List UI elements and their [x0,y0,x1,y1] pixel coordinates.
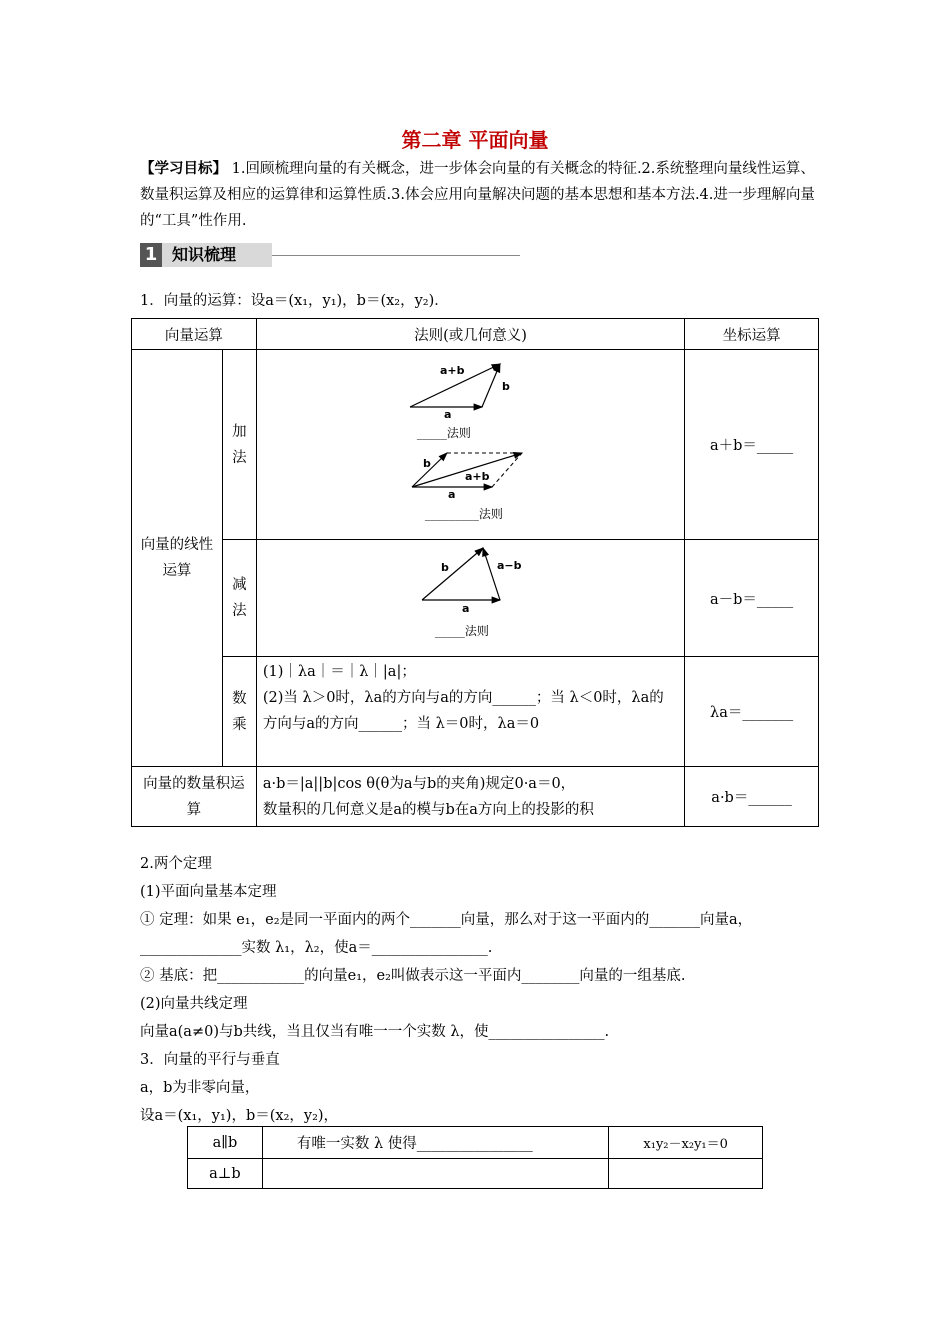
label-add: 加法 [222,350,256,540]
vector-operations-table [131,318,819,827]
section-number: 1 [140,243,162,267]
label-sub: 减法 [222,540,256,657]
tri-label-a: a [443,408,452,421]
group-linear: 向量的线性运算 [132,350,223,767]
mul-line2: (2)当 λ＞0时，λa的方向与a的方向______；当 λ＜0时，λa的方向与a的方向______；当 λ＝0时，λa＝0 [262,690,664,732]
coord-dot: a·b＝______ [685,767,819,827]
par-label-sum: a+b [464,470,490,483]
item3-title: 3．向量的平行与垂直 [140,1052,280,1068]
par-label-a: a [447,488,456,501]
cond-parallel: 有唯一实数 λ 使得________________ [262,1127,608,1159]
tri-label-b: b [501,380,510,393]
sub-label-diff: a−b [496,559,522,572]
caption-sub-rule: _____法则 [434,624,489,638]
dot-line2: 数量积的几何意义是a的模与b在a方向上的投影的积 [262,801,594,818]
sub-label-a: a [461,602,470,615]
item1-heading: 1．向量的运算：设a＝(x₁，y₁)，b＝(x₂，y₂)． [140,293,449,309]
label-mul: 数乘 [222,657,256,767]
tri-label-sum: a+b [439,364,465,377]
goal-text: 1.回顾梳理向量的有关概念，进一步体会向量的有关概念的特征.2.系统整理向量线性运算、数量积运算及相应的运算律和运算性质.3.体会应用向量解决问题的基本思想和基本方法.4.进一步理解向量的“工具”性作用. [140,161,815,229]
cond-perpendicular [262,1159,608,1189]
section-label: 知识梳理 [162,243,272,267]
rel-parallel: a∥b [188,1127,263,1159]
add-figures [256,350,684,540]
learning-goal [140,156,820,234]
par-label-b: b [422,457,431,470]
item3-line1: a，b为非零向量， [140,1080,260,1096]
item2-sub1: (1)平面向量基本定理 [140,884,277,900]
dot-line1: a·b＝|a||b|cos θ(θ为a与b的夹角)规定0·a＝0， [262,775,576,792]
parallel-perpendicular-table [187,1126,763,1189]
table-row-parallel [188,1127,763,1159]
section-rule [272,255,520,256]
item2-def1: ① 定理：如果 e₁，e₂是同一平面内的两个_______向量，那么对于这一平面内的_______向量a，______________实数 λ₁，λ₂，使a＝________________. [140,912,753,956]
tri-vec-b [482,364,500,407]
coord-sub: a－b＝_____ [685,540,819,657]
table-row-add [132,350,819,540]
section-header [140,243,520,267]
item2-sub2: (2)向量共线定理 [140,996,248,1012]
mul-line1: (1)｜λa｜＝｜λ｜|a|； [262,664,416,680]
label-dot: 向量的数量积运算 [132,767,257,827]
sub-vec-diff [483,548,500,600]
header-rule: 法则(或几何意义) [256,319,684,350]
item2-block [140,850,820,1130]
caption-triangle-rule: _____法则 [416,426,471,440]
coord-parallel: x₁y₂－x₂y₁＝0 [609,1127,763,1159]
coord-add: a＋b＝_____ [685,350,819,540]
caption-parallelogram-rule: _________法则 [424,507,503,521]
table-header-row [132,319,819,350]
coord-mul: λa＝_______ [685,657,819,767]
mul-rule [256,657,684,767]
item2-def2: ② 基底：把____________的向量e₁，e₂叫做表示这一平面内________向量的一组基底. [140,968,686,984]
sub-vec-b [422,548,483,600]
header-operation: 向量运算 [132,319,257,350]
page-title: 第二章 平面向量 [401,128,549,152]
table-row-sub [132,540,819,657]
table-row-dot [132,767,819,827]
dot-rule [256,767,684,827]
sub-label-b: b [440,561,449,574]
coord-perpendicular [609,1159,763,1189]
item2-title: 2.两个定理 [140,856,212,872]
table-row-mul [132,657,819,767]
goal-tag: 【学习目标】 [140,160,227,177]
rel-perpendicular: a⊥b [188,1159,263,1189]
item3-line2: 设a＝(x₁，y₁)，b＝(x₂，y₂)， [140,1108,339,1124]
sub-figure [256,540,684,657]
table-row-perpendicular [188,1159,763,1189]
item2-def3: 向量a(a≠0)与b共线，当且仅当有唯一一个实数 λ，使________________. [140,1024,610,1040]
header-coord: 坐标运算 [685,319,819,350]
